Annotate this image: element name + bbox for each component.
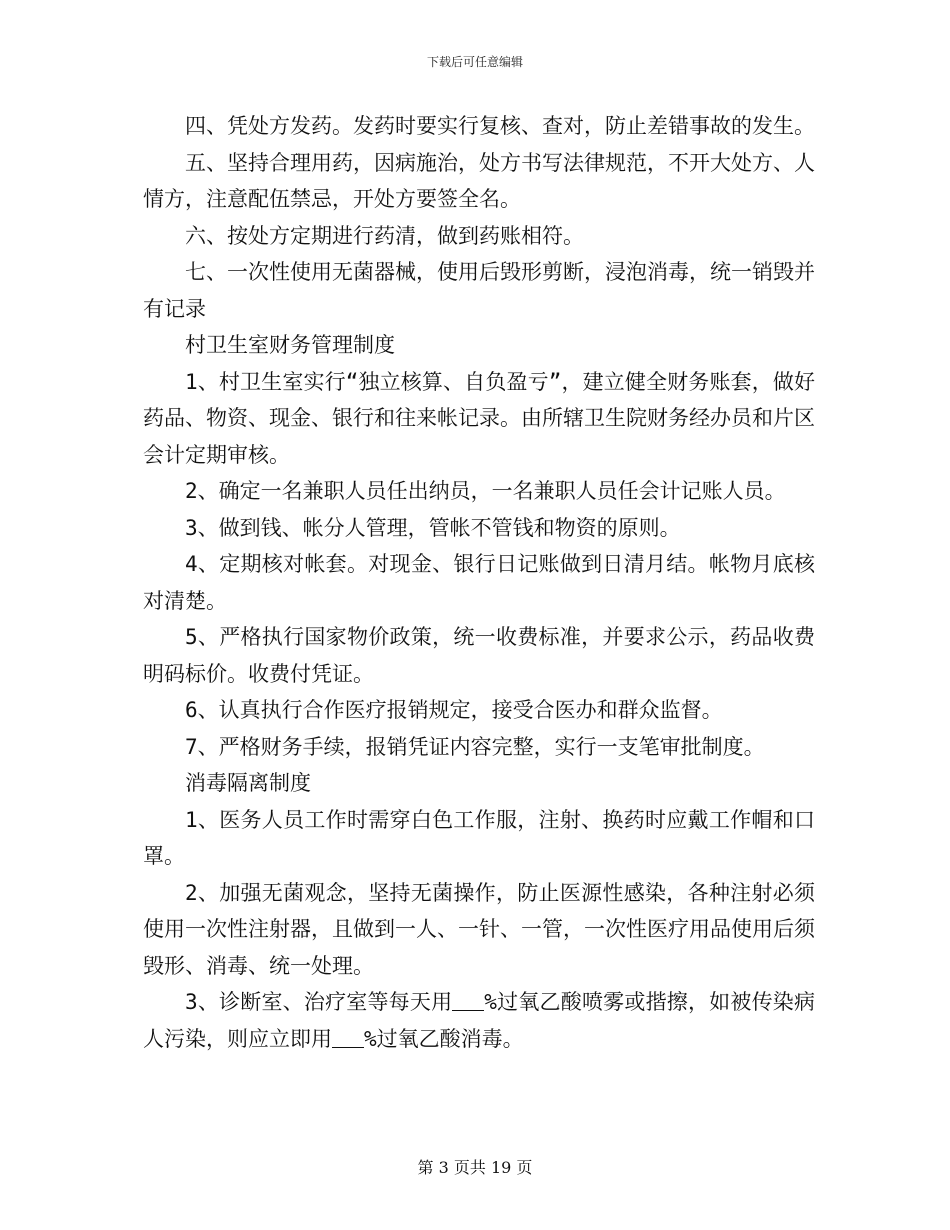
page-header: 下载后可任意编辑 [426, 55, 523, 69]
document-body [143, 108, 815, 1057]
paragraph: 七、一次性使用无菌器械，使用后毁形剪断，浸泡消毒，统一销毁并有记录 [143, 260, 815, 321]
paragraph: 四、凭处方发药。发药时要实行复核、查对，防止差错事故的发生。 [185, 114, 815, 138]
paragraph [143, 984, 815, 1057]
text-run: %过氧乙酸消毒。 [364, 1026, 524, 1051]
paragraph: 1、医务人员工作时需穿白色工作服，注射、换药时应戴工作帽和口罩。 [143, 807, 815, 868]
paragraph: 2、确定一名兼职人员任出纳员，一名兼职人员任会计记账人员。 [185, 479, 786, 503]
paragraph: 六、按处方定期进行药清，做到药账相符。 [185, 223, 584, 248]
text-run: 3、诊断室、治疗室等每天用 [185, 990, 453, 1014]
paragraph: 3、做到钱、帐分人管理，管帐不管钱和物资的原则。 [185, 515, 681, 540]
section-heading: 村卫生室财务管理制度 [185, 333, 395, 357]
paragraph: 5、严格执行国家物价政策，统一收费标准，并要求公示，药品收费明码标价。收费付凭证。 [143, 625, 815, 686]
paragraph: 4、定期核对帐套。对现金、银行日记账做到日清月结。帐物月底核对清楚。 [143, 552, 815, 613]
section-heading: 消毒隔离制度 [185, 771, 311, 795]
paragraph: 五、坚持合理用药，因病施治，处方书写法律规范，不开大处方、人情方，注意配伍禁忌，开处方要签全名。 [143, 150, 815, 211]
fill-in-blank [452, 990, 484, 1011]
paragraph: 7、严格财务手续，报销凭证内容完整，实行一支笔审批制度。 [185, 734, 765, 759]
text-run: %过氧乙酸喷雾或揩擦，如被传染病人污染，则应立即用 [143, 990, 815, 1051]
fill-in-blank [332, 1027, 364, 1048]
page-footer: 第 3 页共 19 页 [417, 1158, 533, 1177]
paragraph: 6、认真执行合作医疗报销规定，接受合医办和群众监督。 [185, 698, 723, 722]
paragraph: 1、村卫生室实行“独立核算、自负盈亏”，建立健全财务账套，做好药品、物资、现金、银行和往来帐记录。由所辖卫生院财务经办员和片区会计定期审核。 [143, 369, 815, 467]
paragraph: 2、加强无菌观念，坚持无菌操作，防止医源性感染，各种注射必须使用一次性注射器，且做到一人、一针、一管，一次性医疗用品使用后须毁形、消毒、统一处理。 [143, 880, 815, 978]
